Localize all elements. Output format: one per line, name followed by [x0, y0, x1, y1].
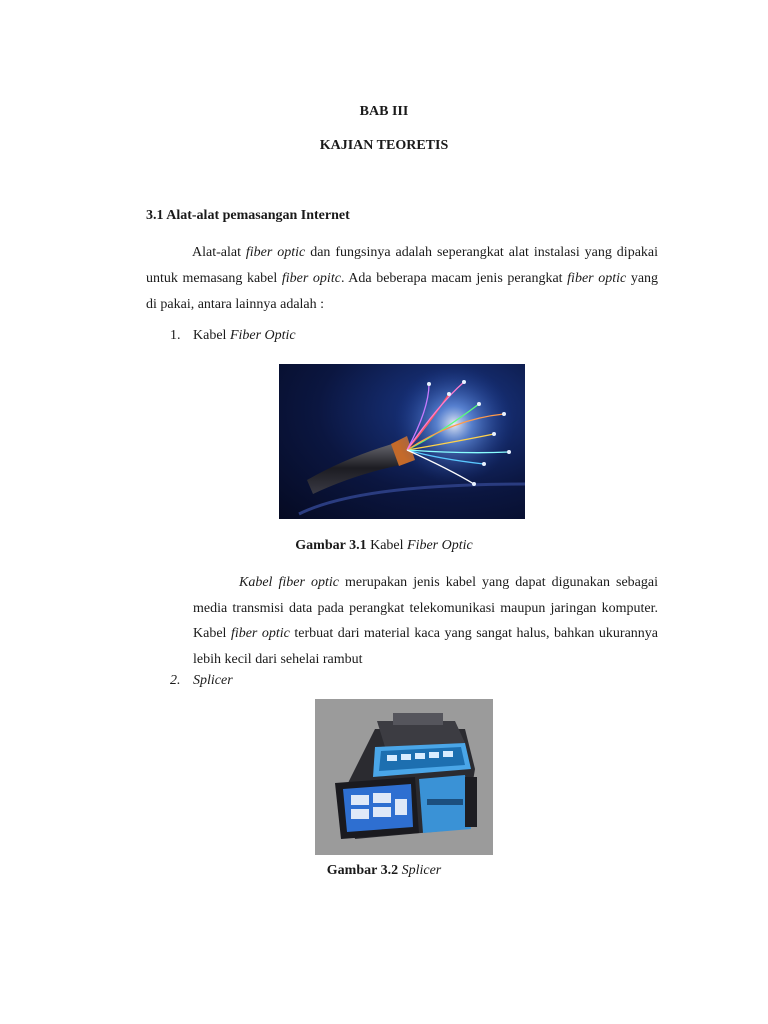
intro-term-2: fiber opitc — [281, 271, 341, 286]
chapter-label: BAB III — [359, 104, 409, 119]
intro-text-4: yang di pakai, antara lainnya adalah : — [146, 271, 659, 312]
intro-term-1: fiber optic — [245, 245, 306, 260]
caption-italic: Splicer — [401, 863, 442, 878]
caption-number: Gambar 3.2 — [326, 863, 399, 878]
list-label-italic: Splicer — [193, 673, 233, 688]
chapter-title: KAJIAN TEORETIS — [319, 138, 449, 153]
description-term-2: fiber optic — [230, 626, 290, 641]
list-number: 2. — [170, 673, 181, 688]
figure-caption-2 — [0, 863, 768, 879]
intro-text-2: dan fungsinya adalah seperangkat alat instalasi yang dipakai untuk memasang kabel — [146, 245, 659, 286]
fiber-optic-cable-icon — [279, 364, 525, 519]
figure-caption-1 — [0, 538, 768, 554]
section-heading: 3.1 Alat-alat pemasangan Internet — [146, 208, 350, 223]
list-label: Kabel — [193, 328, 230, 343]
description-text-2: terbuat dari material kaca yang sangat halus, bahkan ukurannya lebih kecil dari sehelai rambut — [193, 626, 659, 667]
intro-term-3: fiber optic — [567, 271, 627, 286]
description-text-1: merupakan jenis kabel yang dapat digunakan sebagai media transmisi data pada perangkat telekomunikasi maupun jaringan komputer. Kabel — [193, 575, 658, 641]
intro-text-1: Alat-alat — [192, 245, 246, 260]
list-item-fiber-optic — [170, 328, 296, 344]
description-term-1: Kabel fiber optic — [239, 575, 339, 590]
intro-text-3: . Ada beberapa macam jenis perangkat — [340, 271, 568, 286]
intro-paragraph — [146, 240, 658, 318]
list-label-italic: Fiber Optic — [229, 328, 296, 343]
list-number: 1. — [170, 328, 181, 343]
caption-text: Kabel — [366, 538, 408, 553]
list-item-splicer — [170, 673, 233, 689]
fiber-optic-description — [193, 570, 658, 672]
fusion-splicer-icon — [315, 699, 493, 855]
caption-italic: Fiber Optic — [407, 538, 473, 553]
caption-number: Gambar 3.1 — [295, 538, 367, 553]
